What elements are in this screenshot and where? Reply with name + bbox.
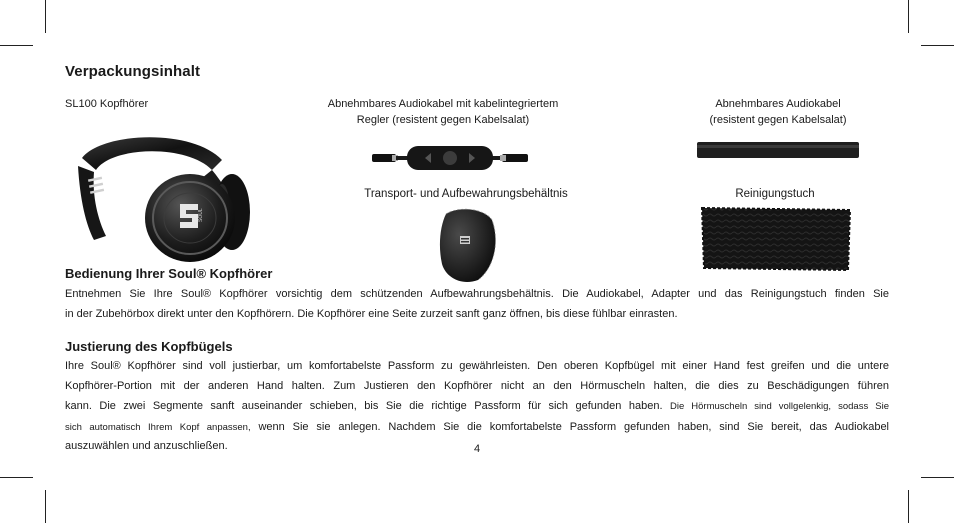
cable-control-label-line1: Abnehmbares Audiokabel mit kabelintegriertem [327,98,559,110]
crop-mark-tr-v [908,0,909,33]
usage-section-body [65,284,889,324]
headphones-brand-text: SOUL [198,208,204,222]
usage-section-title: Bedienung Ihrer Soul® Kopfhörer [65,266,273,281]
cable-label-line2: (resistent gegen Kabelsalat) [709,114,847,126]
adjust-line-2: Kopfhörer-Portion mit der anderen Hand halten. Zum Justieren den Kopfhörer nicht an den Hörmuscheln halten, die dies zu Beschädigungen führen [65,380,889,392]
case-label: Transport- und Aufbewahrungsbehältnis [364,188,568,200]
crop-mark-bl-h [0,477,33,478]
crop-mark-br-h [921,477,954,478]
headphones-image [72,130,252,265]
adjust-line-4a: sich automatisch Ihrem Kopf anpassen, [65,422,251,433]
adjust-line-5: auszuwählen und anzuschließen. [65,440,228,452]
adjust-line-4b: wenn Sie sie anlegen. Nachdem Sie die komfortabelste Passform gefunden haben, sind Sie bereit, das Audiokabel [258,421,890,433]
adjust-line-4 [65,417,889,438]
adjust-line-3b: Die Hörmuscheln sind vollgelenkig, sodass Sie [669,401,889,412]
page-number: 4 [473,443,481,455]
cable-control-image [370,144,530,172]
cable-label-line1: Abnehmbares Audiokabel [715,98,841,110]
crop-mark-bl-v [45,490,46,523]
adjust-section-title: Justierung des Kopfbügels [65,339,233,354]
headphones-label: SL100 Kopfhörer [65,98,149,110]
cable-control-label [300,96,586,128]
usage-line-1: Entnehmen Sie Ihre Soul® Kopfhörer vorsichtig dem schützenden Aufbewahrungsbehältnis. Die Audiokabel, Adapter und das Reinigungstuch finden Sie [65,288,889,300]
crop-mark-br-v [908,490,909,523]
cleaning-cloth-image [700,206,852,272]
adjust-line-3a: kann. Die zwei Segmente sanft auseinander schieben, bis Sie die richtige Passform für sich gefunden haben. [65,400,663,412]
case-image [438,206,498,284]
adjust-line-3 [65,396,889,417]
cloth-label: Reinigungstuch [735,188,815,200]
cable-label [690,96,866,128]
crop-mark-tl-v [45,0,46,33]
adjust-line-1: Ihre Soul® Kopfhörer sind voll justierbar, um komfortabelste Passform zu gewährleisten. Den oberen Kopfbügel mit einer Hand fest greifen und die untere [65,360,889,372]
crop-mark-tr-h [921,45,954,46]
usage-line-2: in der Zubehörbox direkt unter den Kopfhörern. Die Kopfhörer eine Seite zurzeit sanft ganz öffnen, bis diese fühlbar einrasten. [65,308,678,320]
page-title: Verpackungsinhalt [65,63,201,80]
cable-control-label-line2: Regler (resistent gegen Kabelsalat) [356,114,530,126]
crop-mark-tl-h [0,45,33,46]
cable-image [697,142,859,158]
adjust-section-body [65,356,889,456]
